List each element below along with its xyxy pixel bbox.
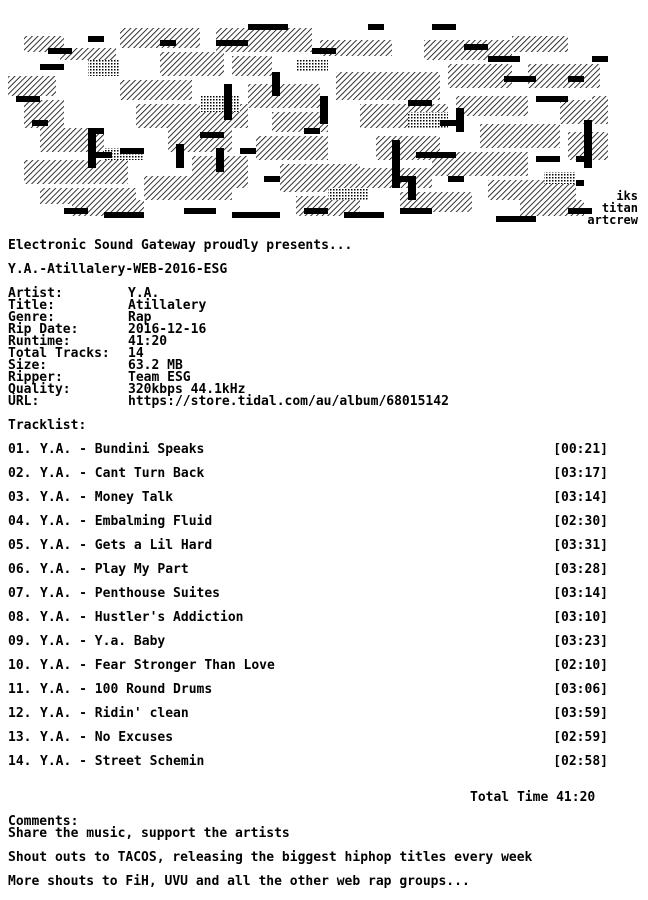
info-value: Atillalery <box>128 298 207 313</box>
art-credits <box>587 190 638 226</box>
track-row <box>8 468 608 480</box>
info-value: Team ESG <box>128 370 191 385</box>
tracklist-heading: Tracklist: <box>8 418 87 433</box>
info-value: 2016-12-16 <box>128 322 207 337</box>
info-value: Rap <box>128 310 152 325</box>
track-number: 09. <box>8 634 32 649</box>
track-title: Y.A. - Fear Stronger Than Love <box>40 658 275 673</box>
release-name: Y.A.-Atillalery-WEB-2016-ESG <box>8 262 228 277</box>
track-duration: [03:23] <box>553 634 608 649</box>
track-title: Y.A. - Y.a. Baby <box>40 634 166 649</box>
track-title: Y.A. - Bundini Speaks <box>40 442 205 457</box>
info-key: Quality: <box>8 382 71 397</box>
track-number: 05. <box>8 538 32 553</box>
track-row <box>8 636 608 648</box>
art-credit-line: iks <box>616 189 638 203</box>
info-value: 14 <box>128 346 144 361</box>
track-duration: [02:58] <box>553 754 608 769</box>
track-title: Y.A. - Gets a Lil Hard <box>40 538 213 553</box>
track-number: 12. <box>8 706 32 721</box>
track-number: 01. <box>8 442 32 457</box>
comment-line: Shout outs to TACOS, releasing the biggest hiphop titles every week <box>8 850 533 865</box>
track-number: 11. <box>8 682 32 697</box>
info-value: 63.2 MB <box>128 358 183 373</box>
track-title: Y.A. - Penthouse Suites <box>40 586 221 601</box>
track-title: Y.A. - Street Schemin <box>40 754 205 769</box>
track-row <box>8 564 608 576</box>
ascii-art-logo <box>0 0 648 232</box>
track-number: 10. <box>8 658 32 673</box>
comments-heading: Comments: <box>8 814 79 829</box>
track-duration: [03:31] <box>553 538 608 553</box>
art-credit-line: titan <box>601 201 638 215</box>
track-duration: [03:59] <box>553 706 608 721</box>
info-key: Title: <box>8 298 55 313</box>
track-title: Y.A. - Ridin' clean <box>40 706 189 721</box>
track-row <box>8 612 608 624</box>
comment-line: Share the music, support the artists <box>8 826 290 841</box>
comment-line: More shouts to FiH, UVU and all the other web rap groups... <box>8 874 470 889</box>
track-row <box>8 540 608 552</box>
track-row <box>8 732 608 744</box>
track-duration: [00:21] <box>553 442 608 457</box>
track-number: 03. <box>8 490 32 505</box>
track-row <box>8 444 608 456</box>
track-title: Y.A. - No Excuses <box>40 730 174 745</box>
track-duration: [02:10] <box>553 658 608 673</box>
track-duration: [02:30] <box>553 514 608 529</box>
track-title: Y.A. - Money Talk <box>40 490 174 505</box>
track-number: 04. <box>8 514 32 529</box>
track-row <box>8 492 608 504</box>
track-duration: [03:14] <box>553 586 608 601</box>
track-title: Y.A. - Hustler's Addiction <box>40 610 244 625</box>
info-key: Artist: <box>8 286 63 301</box>
track-number: 13. <box>8 730 32 745</box>
info-key: Ripper: <box>8 370 63 385</box>
track-duration: [03:10] <box>553 610 608 625</box>
presents-line: Electronic Sound Gateway proudly presents... <box>8 238 353 253</box>
track-number: 02. <box>8 466 32 481</box>
track-number: 14. <box>8 754 32 769</box>
info-value: 320kbps 44.1kHz <box>128 382 246 397</box>
info-key: Total Tracks: <box>8 346 110 361</box>
info-key: Runtime: <box>8 334 71 349</box>
info-key: Rip Date: <box>8 322 79 337</box>
track-row <box>8 708 608 720</box>
track-duration: [03:14] <box>553 490 608 505</box>
track-duration: [03:17] <box>553 466 608 481</box>
track-row <box>8 684 608 696</box>
track-title: Y.A. - Cant Turn Back <box>40 466 205 481</box>
info-key: Size: <box>8 358 48 373</box>
track-title: Y.A. - Play My Part <box>40 562 189 577</box>
info-value: 41:20 <box>128 334 168 349</box>
info-key: Genre: <box>8 310 55 325</box>
track-row <box>8 516 608 528</box>
track-duration: [03:28] <box>553 562 608 577</box>
track-number: 07. <box>8 586 32 601</box>
track-duration: [03:06] <box>553 682 608 697</box>
track-number: 08. <box>8 610 32 625</box>
track-row <box>8 756 608 768</box>
info-value: Y.A. <box>128 286 160 301</box>
info-key: URL: <box>8 394 40 409</box>
track-row <box>8 588 608 600</box>
total-time: Total Time 41:20 <box>470 790 596 805</box>
track-number: 06. <box>8 562 32 577</box>
art-credit-line: artcrew <box>587 213 638 227</box>
track-title: Y.A. - 100 Round Drums <box>40 682 213 697</box>
info-value[interactable]: https://store.tidal.com/au/album/68015142 <box>128 394 449 409</box>
track-row <box>8 660 608 672</box>
track-title: Y.A. - Embalming Fluid <box>40 514 213 529</box>
track-duration: [02:59] <box>553 730 608 745</box>
